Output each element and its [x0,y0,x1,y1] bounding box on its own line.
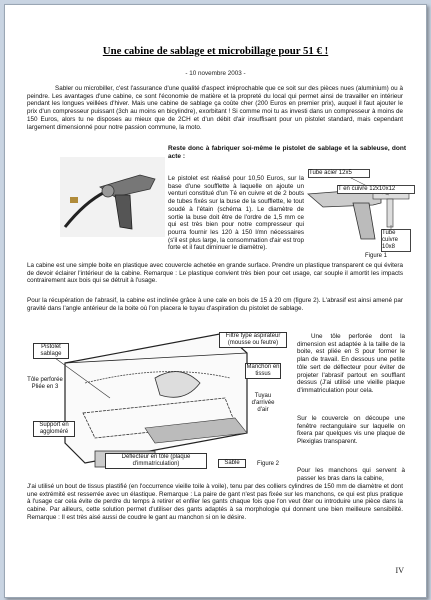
page-number: IV [395,566,404,575]
article-date: - 10 novembre 2003 - [185,70,246,77]
fig1-label-te-cuivre: T en cuivre 12x10x12 [337,185,415,194]
pistolet-paragraph [168,175,304,252]
fig1-label-tube-acier: Tube acier 12x5 [308,169,370,178]
fig2-label-sable: Sable [218,459,246,468]
fig2-label-tuyau: Tuyau d'arrivée d'air [251,393,275,413]
fig2-label-pistolet: Pistolet sablage [33,343,69,359]
soufflette-photo [60,157,165,237]
fig2-label-manchon: Manchon en tissus [246,364,280,377]
figure-1-caption: Figure 1 [365,253,388,259]
fig2-label-deflecteur: Déflecteur en tôle (plaque d'immatriculation) [105,453,207,469]
figure-2-caption: Figure 2 [257,461,280,467]
cabine-paragraph: La cabine est une simple boite en plastique avec couvercle achetée en grande surface. Prendre un plastique transparent ce qui évitera de devoir éclairer l'intérieur de la cabine. Remarque : Le plastique convient très bien pour cet usage, car souple il amortit les impacts contrairement aux bois qui se détruit à l'usage. [27,262,403,285]
intro-paragraph: Sabler ou microbiller, c'est l'assurance d'une qualité d'aspect irréprochable que ce soit sur des pièces nues (aluminium) ou à peindre. Les avantages d'une cabine, ce sont l'économie de matière et la propreté du local qui permet ainsi de travailler en intérieur pendant les longues veillées d'hiver. Mais une cabine de sablage ça coûte cher (200 Euros en premier prix), auquel il faut ajouter le prix d'un compresseur puissant (3ch au moins en bicylindre), exorbitant ! Si comme moi tu as investi dans un compresseur à moins de 150 Euros, alors tu ne disposes au mieux que de 2CH et d'un débit d'air insuffisant pour un pistolet standard, mais cependant largement dimensionné pour notre passion commune, la moto. [27,85,403,131]
couvercle-paragraph: Sur le couvercle on découpe une fenêtre rectangulaire sur laquelle on fixera par quelques vis une plaque de Plexiglas transparent. [297,415,405,446]
pistolet-text: Le pistolet est réalisé pour 10,50 Euros, sur la base d'une soufflette à laquelle on ajoute un venturi constitué d'un Té en cuivre et de 2 bouts de tubes fixés sur la buse de la soufflette, le tout soudé à l'étain (schéma 1). Le diamètre de sortie la buse doit être de l'ordre de 1,5 mm ce qui est très bien pour notre compresseur qui pourra fournir les 120 à 150 l/mn nécessaires (s'il est plus large, la consommation d'air est trop forte et il faut diminuer le diamètre). [168,175,304,252]
bottom-paragraph: J'ai utilisé un bout de tissus plastifié (en l'occurrence vieille toile à voile), tenu par des colliers cylindres de 150 mm de diamètre et dont une extrémité est resserrée avec un élastique. Remarque : La paire de gant n'est pas fixée sur les manchons, ce qui est plus pratique à l'usage car cela évite de perdre du temps à retirer et enfiler les gants chaque fois que l'on veut ôter ou introduire une pièce dans la cabine. Par ailleurs, cette solution permet d'utiliser des gants adaptés à sa morphologie qui donnent une bien meilleure sensibilité. Remarque : Il est très aisé aussi de coudre le gant au manchon si on le désire. [27,483,403,521]
fig2-label-tole: Tôle perforée Pliée en 3 [27,377,63,390]
recuperation-paragraph: Pour la récupération de l'abrasif, la cabine est inclinée grâce à une cale en bois de 15 à 20 cm (figure 2). L'abrasif est ainsi amené par gravité dans l'angle antérieur de la boite où l'on placera le tuyau d'aspiration du pistolet de sablage. [27,297,403,312]
tole-paragraph: Une tôle perforée dont la dimension est adaptée à la taille de la boite, est pliée en S pour former le plan de travail. En dessous une petite tôle sert de déflecteur pour éviter de projeter l'abrasif partout en soufflant dessus (J'ai utilisé une vieille plaque d'immatriculation pour cela. [297,333,405,394]
section-heading: Reste donc à fabriquer soi-même le pistolet de sablage et la sableuse, dont acte : [168,145,406,160]
fig2-label-filtre: Filtre type aspirateur (mousse ou feutre) [219,332,287,348]
fig2-label-support: Support en aggloméré [33,421,75,437]
document-page [4,4,427,598]
fig1-label-tube-cuivre: Tube cuivre 10x8 [381,229,411,252]
manchons-paragraph: Pour les manchons qui servent à passer les bras dans la cabine, [297,467,405,482]
page-title: Une cabine de sablage et microbillage pour 51 € ! [102,45,329,57]
